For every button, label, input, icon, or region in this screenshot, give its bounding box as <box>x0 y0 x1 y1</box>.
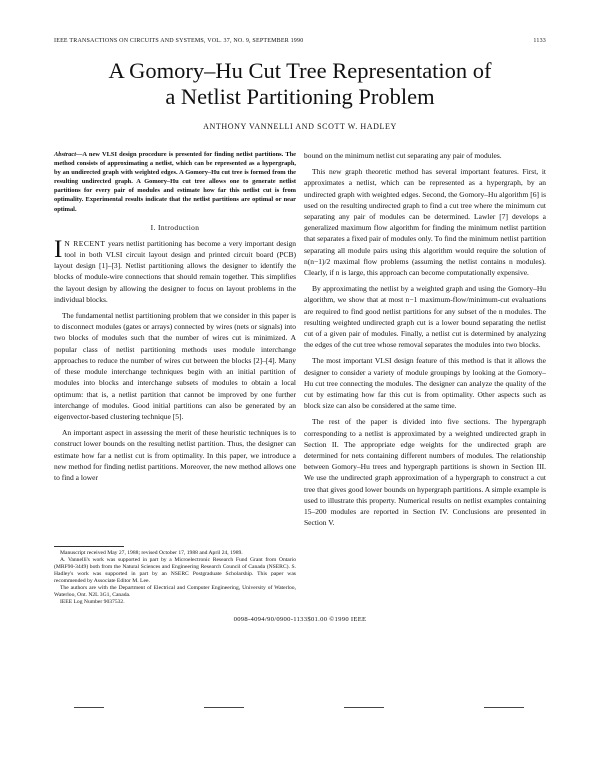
title-line-1: A Gomory–Hu Cut Tree Representation of <box>108 58 492 83</box>
title-line-2: a Netlist Partitioning Problem <box>165 84 435 109</box>
section-heading-introduction: I. Introduction <box>150 222 200 232</box>
right-paragraph-2: This new graph theoretic method has several important features. First, it approximates a netlist, which can be represented as a hypergraph, by an undirected graph with weighted edges. Second, the Gomory–Hu algorithm [6] is used on the resulting undirected graph to find a cut tree where the minimum cut separating any pair of modules can be determined. Lawler [7] develops a generalized maximum flow algorithm for finding the minimum netlist partition that separates a fixed pair of modules only. To find the minimum netlist partition separating all module pairs using this algorithm would require the solution of n(n−1)/2 maximal flow problems (assuming the netlist contains n modules). Clearly, if n is large, this approach can become computationally expensive. <box>304 167 546 278</box>
copyright-line: 0098-4094/90/0900-1133$01.00 ©1990 IEEE <box>233 616 367 623</box>
footnote-ieee-log: IEEE Log Number 9037532. <box>60 599 125 605</box>
bottom-margin-rules <box>54 707 546 708</box>
intro-paragraph-1 <box>54 235 296 305</box>
author-line: ANTHONY VANNELLI AND SCOTT W. HADLEY <box>203 122 397 131</box>
intro-paragraph-2: The fundamental netlist partitioning problem that we consider in this paper is to disconnect modules (gates or arrays) connected by wires (nets or signals) into two blocks of modules such that the number of wires cut is minimized. A popular class of netlist partitioning methods uses module interchange approaches to reduce the number of wires cut between the blocks [2]–[4]. Many of these module interchange techniques begin with an initial partition of modules into blocks and interchange subsets of modules to obtain a local optimum: that is, a netlist partition that cannot be improved by one further interchange of modules. Good initial partitions can also be generated by an eigenvector-based clustering technique [5]. <box>54 311 296 421</box>
bottom-rule <box>204 707 244 708</box>
footnote-divider <box>54 546 124 547</box>
bottom-rule <box>344 707 384 708</box>
abstract-text: —A new VLSI design procedure is presented for finding netlist partitions. The method consists of approximating a netlist, which can be represented as a hypergraph, by an undirected graph with weighted edges. A Gomory–Hu cut tree is formed from the resulting undirected graph. A Gomory–Hu cut tree allows one to generate netlist partitions for every pair of modules and estimate how far this netlist cut is from optimality. Experimental results indicate that the netlist partitions are optimal or near optimal. <box>54 151 296 213</box>
left-column <box>54 150 296 483</box>
page-number: 1133 <box>533 38 546 44</box>
right-paragraph-3: By approximating the netlist by a weighted graph and using the Gomory–Hu algorithm, we show that at most n−1 maximum-flow/minimum-cut evaluations are required to find good netlist partitions for any subset of the n modules. The resulting weighted undirected graph cut is a lower bound separating the netlist cut of a given pair of modules. Finally, a netlist cut is determined by analyzing the edges of the cut tree whose removal separates the modules into two blocks. <box>304 284 546 350</box>
right-column <box>304 150 546 529</box>
running-head <box>54 38 546 44</box>
intro-paragraph-1-text: years netlist partitioning has become a very important design tool in both VLSI circuit layout design and printed circuit board (PCB) layout design [1]–[3]. Netlist partitioning allows the designer to identify the blocks of module-wire connections that should remain together. This simplifies the layout design by allowing the designer to focus on layout problems in the individual blocks. <box>54 238 296 304</box>
journal-citation: IEEE TRANSACTIONS ON CIRCUITS AND SYSTEMS, VOL. 37, NO. 9, SEPTEMBER 1990 <box>54 38 304 44</box>
footnote-affiliation: The authors are with the Department of Electrical and Computer Engineering, University of Waterloo, Waterloo, Ont. N2L 3G1, Canada. <box>54 585 296 598</box>
bottom-rule <box>484 707 524 708</box>
right-paragraph-1: bound on the minimum netlist cut separating any pair of modules. <box>304 151 502 160</box>
footnote-support: A. Vannelli's work was supported in part by a Microelectronic Research Fund Grant from Ontario (MRF90-3449) both from the Natural Sciences and Engineering Research Council of Canada (NSERC). S. Hadley's work was supported in part by an NSERC Postgraduate Scholarship. This paper was recommended by Associate Editor M. Lee. <box>54 557 296 584</box>
right-paragraph-4: The most important VLSI design feature of this method is that it allows the designer to consider a variety of module groupings by looking at the Gomory–Hu cut tree connecting the modules. The designer can analyze the quality of the cut by estimating how far this cut is from optimality. Other aspects such as block size can also be considered at the same time. <box>304 356 546 411</box>
footnotes <box>54 550 296 606</box>
right-paragraph-5: The rest of the paper is divided into five sections. The hypergraph corresponding to a netlist is approximated by a weighted undirected graph in Section II. The appropriate edge weights for the undirected graph are determined for nets containing different numbers of modules. The relationship between Gomory–Hu trees and hypergraph partitions is shown in Section III. We use the undirected graph approximation of a hypergraph to construct a cut tree that gives good lower bounds on hypergraph partitions. A simple example is used to illustrate this property. Numerical results on netlist examples containing 15–200 modules are reported in Section IV. Conclusions are presented in Section V. <box>304 417 546 528</box>
drop-cap: I <box>54 235 63 263</box>
intro-paragraph-3: An important aspect in assessing the merit of these heuristic techniques is to construct lower bounds on the resulting netlist partition. Thus, the designer can estimate how far a netlist cut is from optimality. In this paper, we introduce a new method for finding netlist partitions. Moreover, the new method allows one to find a lower <box>54 428 296 482</box>
abstract <box>54 150 296 214</box>
footnote-received: Manuscript received May 27, 1988; revised October 17, 1988 and April 24, 1989. <box>60 550 243 556</box>
bottom-rule <box>74 707 104 708</box>
abstract-label: Abstract <box>54 151 77 158</box>
intro-lead-words: N RECENT <box>64 238 106 248</box>
paper-title <box>40 58 560 110</box>
